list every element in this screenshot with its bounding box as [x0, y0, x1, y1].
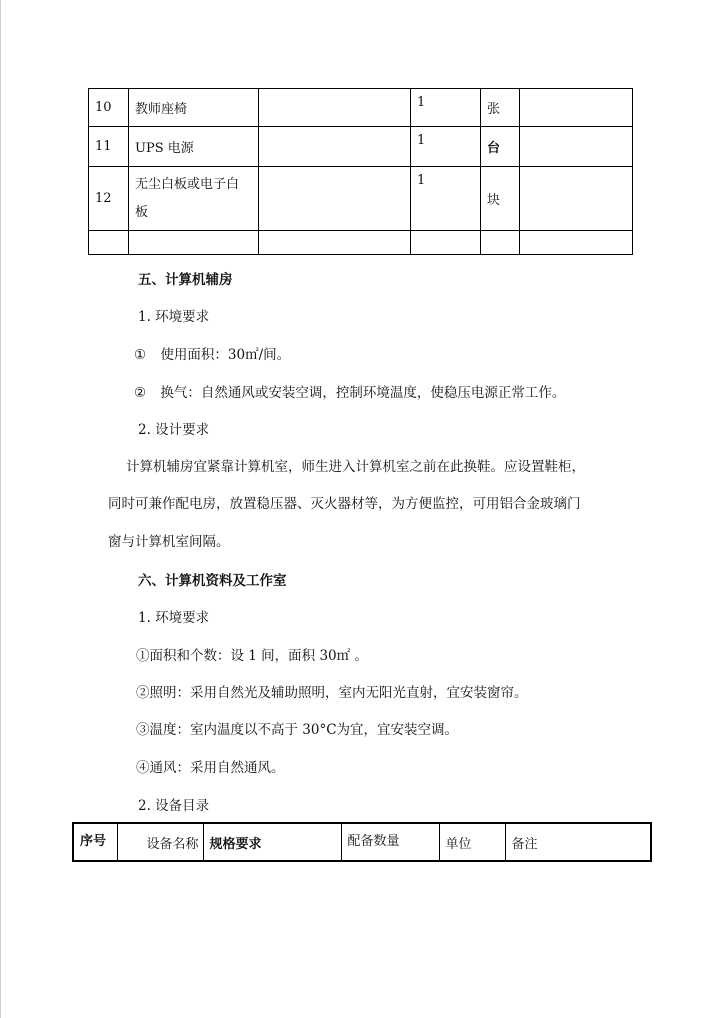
- item-note: [520, 127, 633, 167]
- sub-heading: 2. 设备目录: [138, 798, 210, 814]
- item-marker: ②: [134, 385, 147, 401]
- item-unit: 张: [481, 89, 520, 127]
- list-item: [134, 343, 290, 363]
- item-quantity: 1: [411, 167, 481, 231]
- item-name: 教师座椅: [129, 89, 259, 127]
- row-number: 12: [89, 167, 129, 231]
- equipment-table: [88, 88, 633, 255]
- header-cell: 设备名称: [117, 823, 203, 861]
- row-number: 11: [89, 127, 129, 167]
- list-item: ②照明：采用自然光及辅助照明，室内无阳光直射，宜安装窗帘。: [136, 685, 528, 701]
- table-row: [89, 167, 633, 231]
- item-name-line: 板: [135, 204, 149, 220]
- header-cell: 规格要求: [203, 823, 341, 861]
- item-spec: [259, 127, 411, 167]
- table-row-empty: [89, 231, 633, 255]
- item-quantity: 1: [411, 127, 481, 167]
- page-edge: [0, 0, 1, 1018]
- sub-heading: 1. 环境要求: [138, 309, 210, 325]
- sub-heading: 1. 环境要求: [138, 610, 210, 626]
- catalog-table: [72, 822, 652, 862]
- item-text: 换气：自然通风或安装空调，控制环境温度，使稳压电源正常工作。: [160, 385, 566, 401]
- paragraph-line: 窗与计算机室间隔。: [108, 534, 230, 550]
- header-cell: 序号: [73, 823, 117, 861]
- section-title: 六、计算机资料及工作室: [138, 573, 287, 589]
- table-header-row: [73, 823, 651, 861]
- item-note: [520, 167, 633, 231]
- list-item: [134, 381, 565, 401]
- paragraph-line: 计算机辅房宜紧靠计算机室，师生进入计算机室之前在此换鞋。应设置鞋柜，: [126, 459, 585, 475]
- item-note: [520, 89, 633, 127]
- item-unit: 块: [481, 167, 520, 231]
- paragraph-line: 同时可兼作配电房，放置稳压器、灭火器材等，为方便监控，可用铝合金玻璃门: [108, 496, 581, 512]
- header-cell: 配备数量: [341, 823, 439, 861]
- list-item: ④通风：采用自然通风。: [136, 760, 285, 776]
- item-quantity: 1: [411, 89, 481, 127]
- item-name-line: 无尘白板或电子白: [135, 176, 240, 192]
- item-unit: 台: [481, 127, 520, 167]
- item-spec: [259, 167, 411, 231]
- row-number: 10: [89, 89, 129, 127]
- item-marker: ①: [134, 347, 147, 363]
- section-title: 五、计算机辅房: [138, 272, 233, 288]
- sub-heading: 2. 设计要求: [138, 422, 210, 438]
- table-row: [89, 89, 633, 127]
- header-cell: 单位: [439, 823, 505, 861]
- header-cell: 备注: [505, 823, 651, 861]
- item-text: 使用面积：30㎡/间。: [160, 347, 291, 363]
- list-item: ①面积和个数：设 1 间，面积 30㎡ 。: [136, 648, 368, 664]
- table-row: [89, 127, 633, 167]
- item-name: [129, 167, 259, 231]
- item-spec: [259, 89, 411, 127]
- list-item: ③温度：室内温度以不高于 30°C为宜，宜安装空调。: [136, 722, 459, 738]
- item-name: UPS 电源: [129, 127, 259, 167]
